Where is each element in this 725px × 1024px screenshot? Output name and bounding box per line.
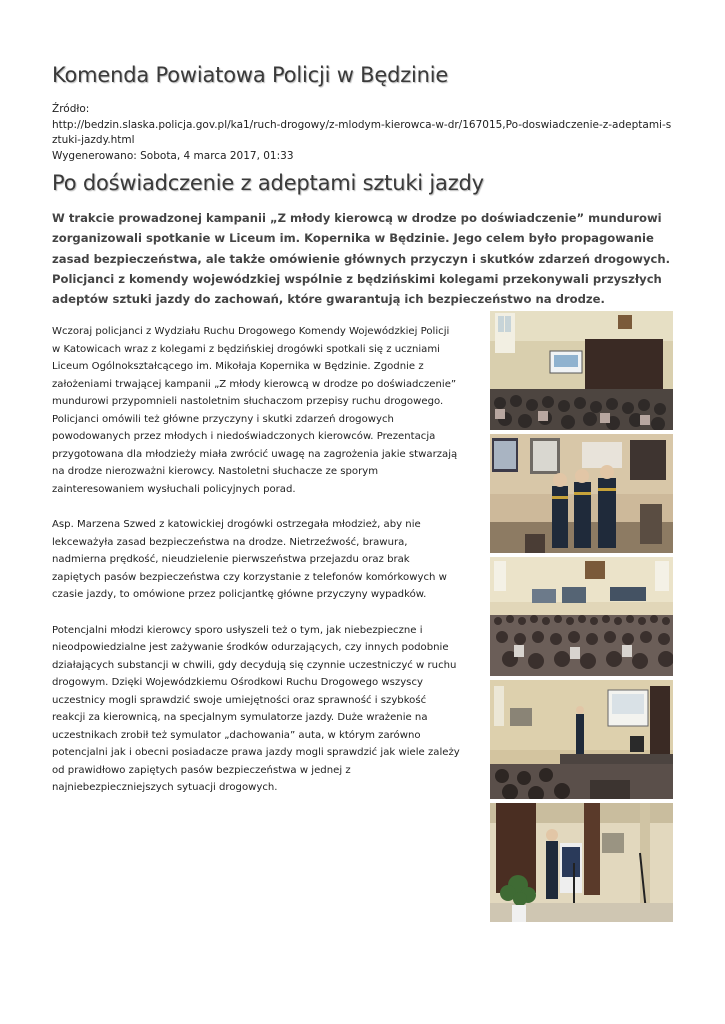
article-paragraph: Wczoraj policjanci z Wydziału Ruchu Drogowego Komendy Wojewódzkiej Policji w Katowicach wraz z kolegami z będzińskiej drogówki spotkali się z uczniami Liceum Ogólnokształcącego im. Mikołaja Kopernika w Będzinie. Zgodnie z założeniami trwającej kampanii „Z młody kierowcą w drodze po doświadczenie” mundurowi przypomnieli nastoletnim słuchaczom przepisy ruchu drogowego. Policjanci omówili też główne przyczyny i skutki zdarzeń drogowych powodowanych przez młodych i niedoświadczonych kierowców. Prezentacja przygotowana dla młodzieży miała zwrócić uwagę na zagrożenia jakie stwarzają na drodze nierozważni kierowcy. Nastoletni słuchacze ze sporym zainteresowaniem wysłuchali policyjnych porad. — [52, 326, 458, 495]
article-body — [52, 323, 460, 815]
source-label: Źródło: — [52, 103, 90, 115]
site-title: Komenda Powiatowa Policji w Będzinie — [52, 63, 449, 87]
article-paragraph: Asp. Marzena Szwed z katowickiej drogówki ostrzegała młodzież, aby nie lekceważyła zasad bezpieczeństwa na drodze. Nietrzeźwość, brawura, nadmierna prędkość, nieudzielenie pierwszeństwa przejazdu oraz brak zapiętych pasów bezpieczeństwa czy korzystanie z telefonów komórkowych w czasie jazdy, to omówione przez policjantkę główne przyczyny wypadków. — [52, 519, 447, 600]
source-info — [52, 102, 674, 164]
source-url[interactable]: http://bedzin.slaska.policja.gov.pl/ka1/ruch-drogowy/z-mlodym-kierowca-w-dr/167015,Po-doswiadczenie-z-adeptami-sztuki-jazdy.html — [52, 118, 672, 146]
photo-stage-presentation[interactable] — [490, 680, 673, 799]
photo-auditorium-audience[interactable] — [490, 311, 673, 430]
photo-gallery — [490, 311, 673, 922]
generated-timestamp: Wygenerowano: Sobota, 4 marca 2017, 01:33 — [52, 149, 294, 162]
photo-hall-audience[interactable] — [490, 557, 673, 676]
article-lead: W trakcie prowadzonej kampanii „Z młody kierowcą w drodze po doświadczenie” mundurowi zorganizowali spotkanie w Liceum im. Kopernika w Będzinie. Jego celem było propagowanie zasad bezpieczeństwa, ale także omówienie głównych przyczyn i skutków zdarzeń drogowych. Policjanci z komendy wojewódzkiej wspólnie z będzińskimi kolegami przekonywali przyszłych adeptów sztuki jazdy do zachowań, które gwarantują ich bezpieczeństwo na drodze. — [52, 211, 671, 307]
photo-speaker-podium[interactable] — [490, 803, 673, 922]
article-paragraph: Potencjalni młodzi kierowcy sporo usłyszeli też o tym, jak niebezpieczne i nieodpowiedzialne jest zażywanie środków odurzających, czy innych podobnie działających substancji w chwili, gdy decydują się czynnie uczestniczyć w ruchu drogowym. Dzięki Wojewódzkiemu Ośrodkowi Ruchu Drogowego wszyscy uczestnicy mogli sprawdzić swoje umiejętności oraz sprawność i szybkość reakcji za kierownicą, na specjalnym symulatorze jazdy. Duże wrażenie na uczestnikach zrobił też symulator „dachowania” auta, w którym zarówno potencjalni jak i obecni posiadacze prawa jazdy mogli sprawdzić jak wiele zależy od prawidłowo zapiętych pasów bezpieczeństwa w jednej z najniebezpieczniejszych sytuacji drogowych. — [52, 624, 460, 793]
photo-police-officers[interactable] — [490, 434, 673, 553]
article-title: Po doświadczenie z adeptami sztuki jazdy — [52, 171, 484, 195]
